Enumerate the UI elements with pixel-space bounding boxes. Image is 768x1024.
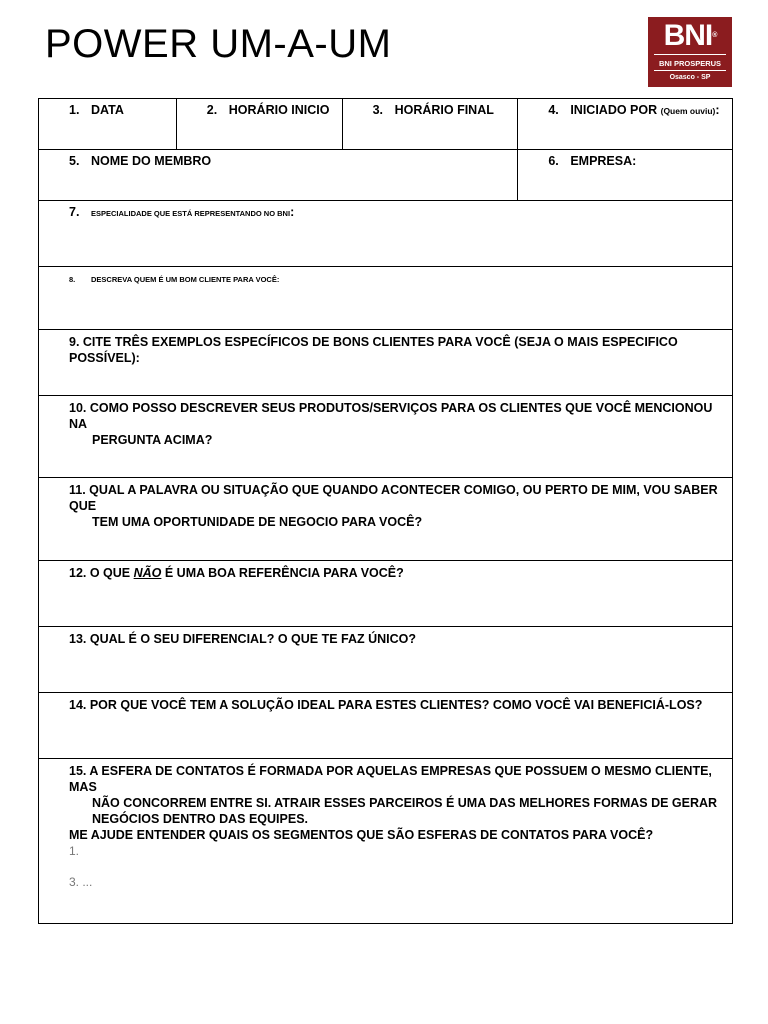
field-good-client[interactable]: 8. DESCREVA QUEM É UM BOM CLIENTE PARA VOCÊ: [39,267,733,330]
field-specialty[interactable]: 7. ESPECIALIDADE QUE ESTÁ REPRESENTANDO NO BNI: [39,201,733,267]
form-table [38,98,733,924]
field-date[interactable]: 1. DATA [39,99,177,150]
field-start-time[interactable]: 2. HORÁRIO INICIO [176,99,342,150]
question-11[interactable]: 11. QUAL A PALAVRA OU SITUAÇÃO QUE QUANDO ACONTECER COMIGO, OU PERTO DE MIM, VOU SABER QUE TEM UMA OPORTUNIDADE DE NEGOCIO PARA VOCÊ? [39,478,733,561]
logo-city: Osasco - SP [669,74,711,81]
question-10[interactable]: 10. COMO POSSO DESCREVER SEUS PRODUTOS/SERVIÇOS PARA OS CLIENTES QUE VOCÊ MENCIONOU NA PERGUNTA ACIMA? [39,396,733,478]
question-12[interactable]: 12. O QUE NÃO É UMA BOA REFERÊNCIA PARA VOCÊ? [39,561,733,627]
form-title: POWER UM-A-UM [45,22,392,66]
question-14[interactable]: 14. POR QUE VOCÊ TEM A SOLUÇÃO IDEAL PARA ESTES CLIENTES? COMO VOCÊ VAI BENEFICIÁ-LOS? [39,693,733,759]
question-9[interactable]: 9. CITE TRÊS EXEMPLOS ESPECÍFICOS DE BONS CLIENTES PARA VOCÊ (SEJA O MAIS ESPECIFICO POSSÍVEL): [39,330,733,396]
field-company[interactable]: 6. EMPRESA: [518,150,733,201]
logo-divider-2 [654,70,726,71]
question-13[interactable]: 13. QUAL É O SEU DIFERENCIAL? O QUE TE FAZ ÚNICO? [39,627,733,693]
field-member-name[interactable]: 5. NOME DO MEMBRO [39,150,518,201]
bni-logo [648,17,732,87]
question-15[interactable]: 15. A ESFERA DE CONTATOS É FORMADA POR AQUELAS EMPRESAS QUE POSSUEM O MESMO CLIENTE, MAS NÃO CONCORREM ENTRE SI. ATRAIR ESSES PARCEIROS É UMA DAS MELHORES FORMAS DE GERAR NEGÓCIOS DENTRO DAS EQUIPES. ME AJUDE ENTENDER QUAIS OS SEGMENTOS QUE SÃO ESFERAS DE CONTATOS PARA VOCÊ? 1. 3. ... [39,759,733,924]
list-item-3: 3. ... [69,875,93,889]
logo-divider [654,54,726,55]
field-initiated-by[interactable]: 4. INICIADO POR (Quem ouviu): [518,99,733,150]
list-item-1: 1. [69,844,80,858]
logo-name: BNI PROSPERUS [658,59,722,68]
field-end-time[interactable]: 3. HORÁRIO FINAL [342,99,518,150]
logo-mark: BNI® [663,19,717,52]
